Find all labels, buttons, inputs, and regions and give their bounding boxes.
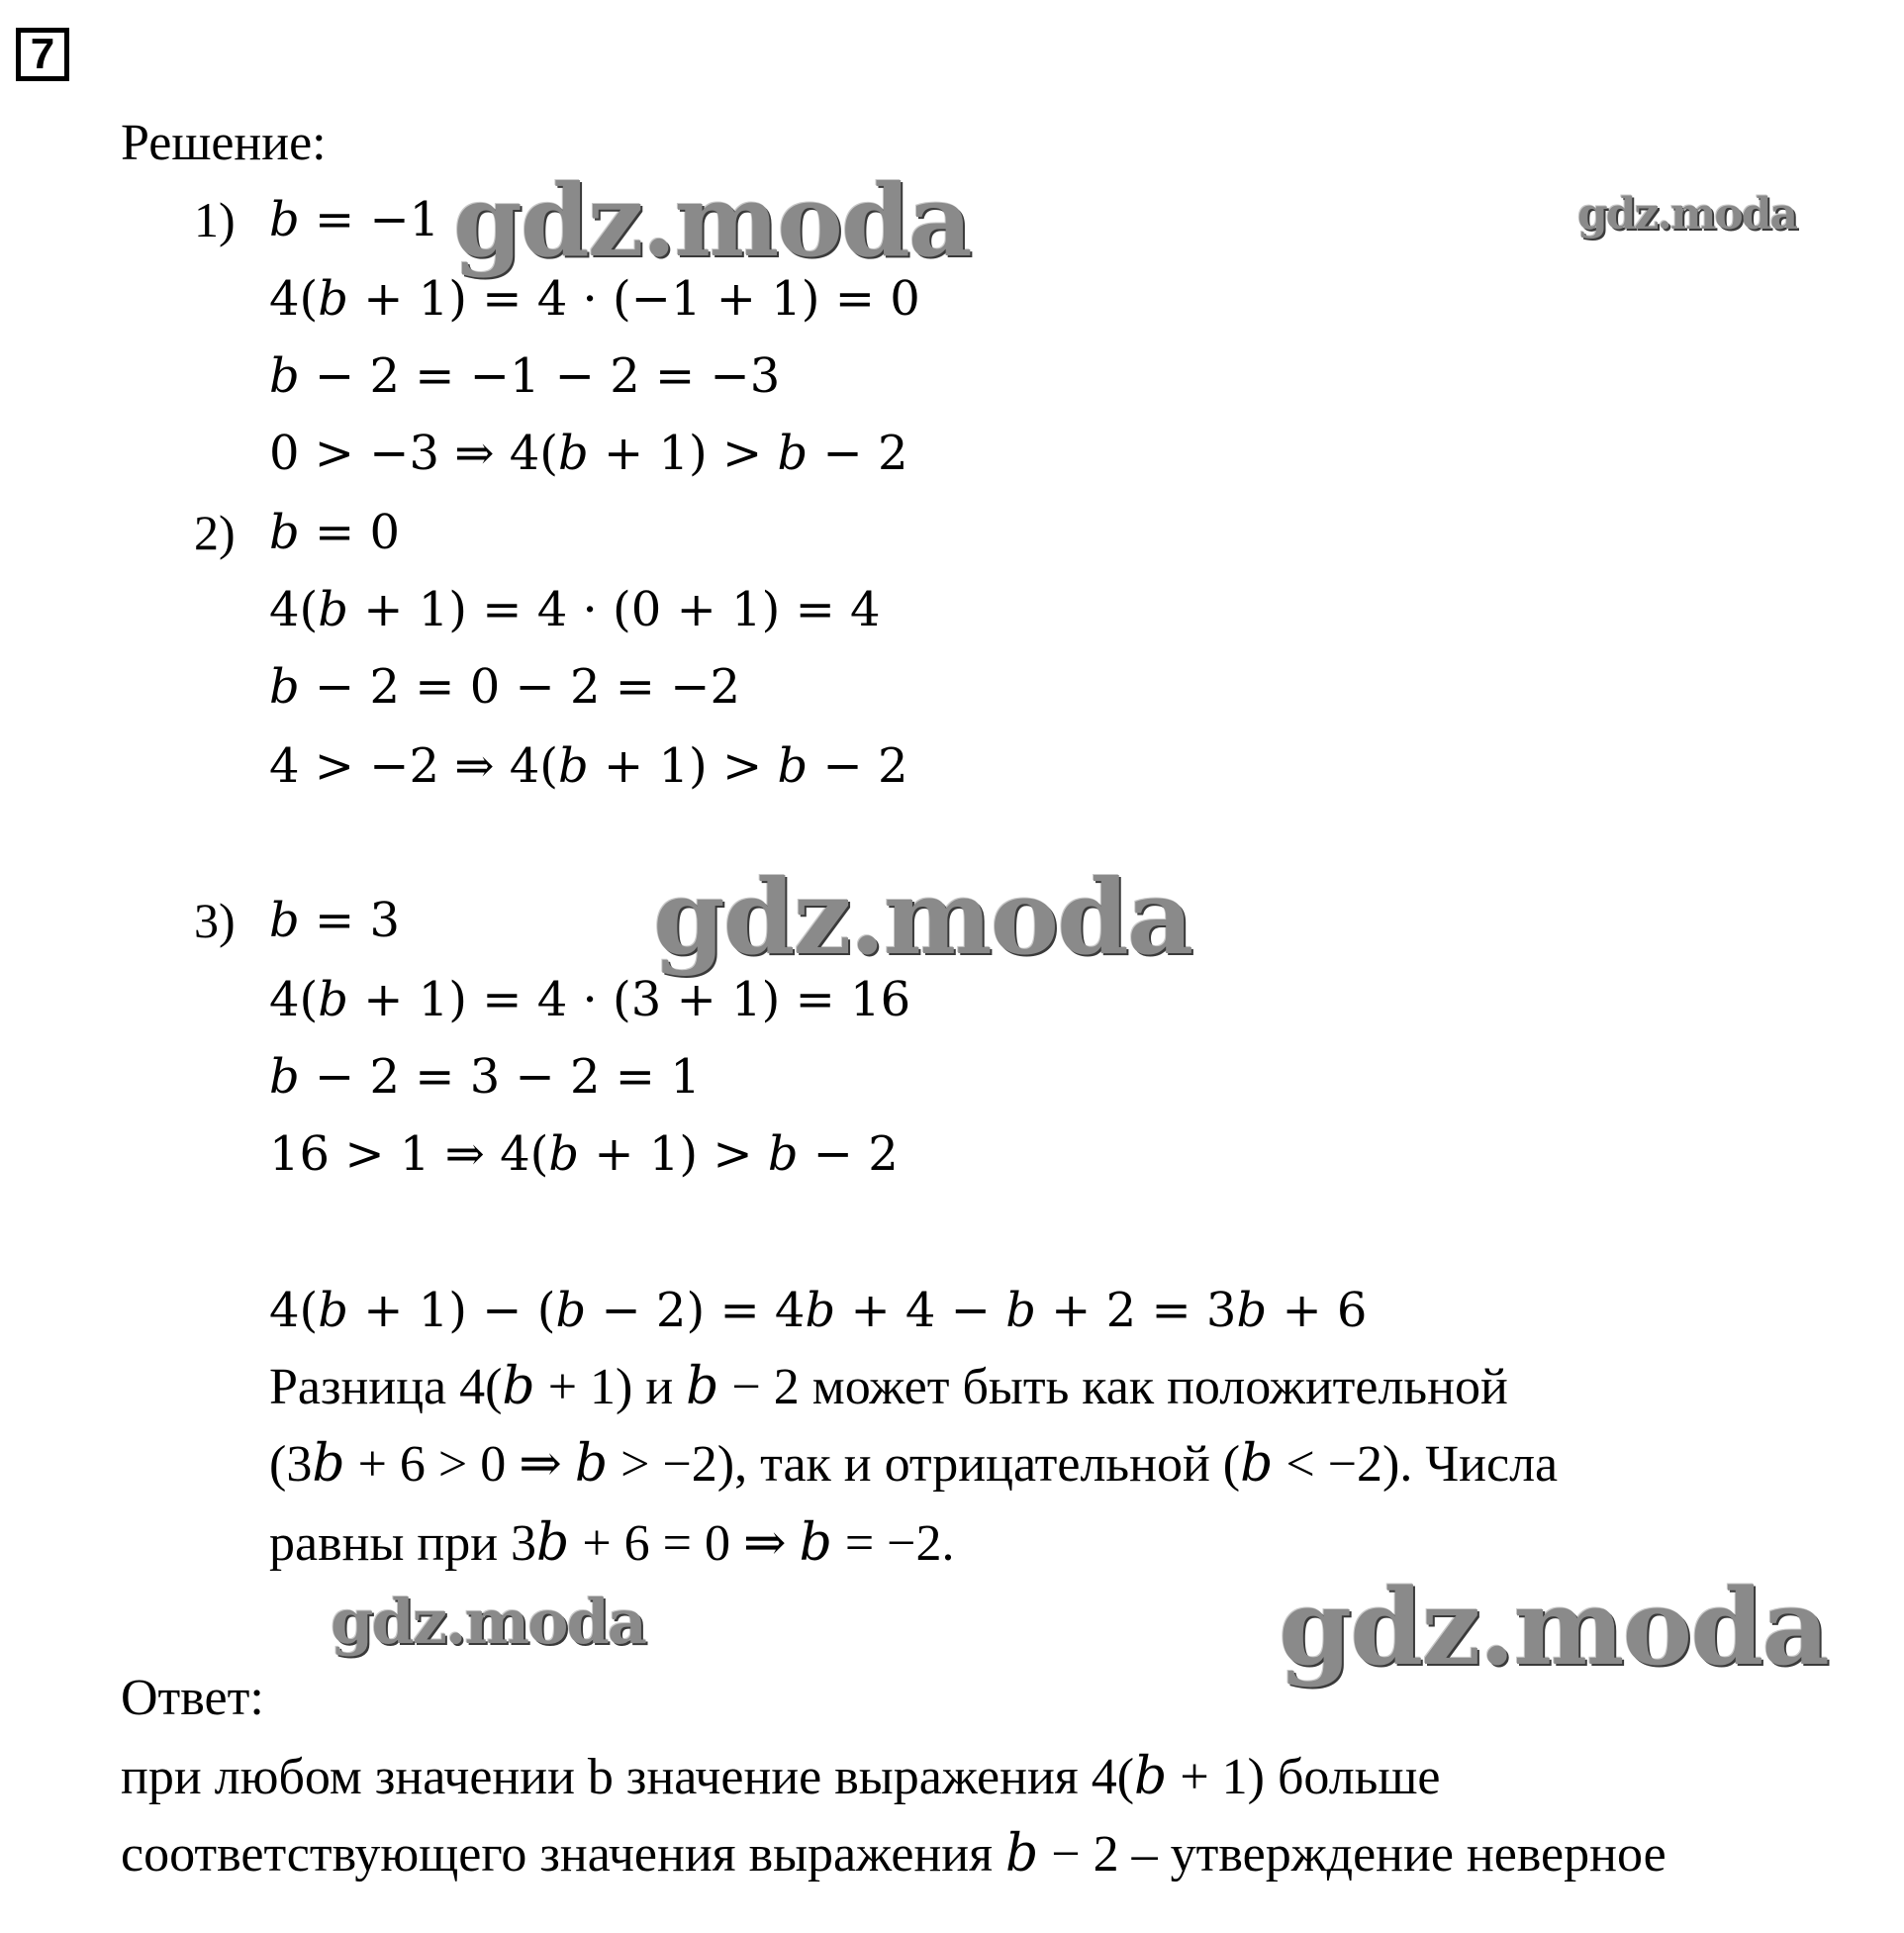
watermark-1: gdz.moda bbox=[453, 162, 971, 279]
item-3-line-1: 𝑏 = 3 bbox=[269, 893, 400, 948]
explanation-line-1: Разница 4(𝑏 + 1) и 𝑏 − 2 может быть как положительной bbox=[269, 1359, 1508, 1415]
item-3-line-2: 4(𝑏 + 1) = 4 · (3 + 1) = 16 bbox=[269, 972, 911, 1027]
item-1-line-2: 4(𝑏 + 1) = 4 · (−1 + 1) = 0 bbox=[269, 271, 920, 327]
watermark-3: gdz.moda bbox=[653, 856, 1192, 978]
explanation-line-2: (3𝑏 + 6 > 0 ⇒ 𝑏 > −2), так и отрицательной (𝑏 < −2). Числа bbox=[269, 1436, 1559, 1493]
solution-label: Решение: bbox=[121, 115, 327, 171]
item-2-line-1: 𝑏 = 0 bbox=[269, 505, 400, 560]
explanation-line-3: равны при 3𝑏 + 6 = 0 ⇒ 𝑏 = −2. bbox=[269, 1515, 955, 1572]
answer-label: Ответ: bbox=[121, 1670, 264, 1726]
item-1-line-1: 𝑏 = −1 bbox=[269, 192, 440, 247]
item-3-number: 3) bbox=[194, 893, 236, 948]
answer-line-2: соответствующего значения выражения 𝑏 − 2 – утверждение неверное bbox=[121, 1826, 1666, 1883]
item-2-number: 2) bbox=[194, 505, 236, 560]
item-3-line-4: 16 > 1 ⇒ 4(𝑏 + 1) > 𝑏 − 2 bbox=[269, 1126, 899, 1182]
item-1-line-4: 0 > −3 ⇒ 4(𝑏 + 1) > 𝑏 − 2 bbox=[269, 426, 908, 481]
watermark-5: gdz.moda bbox=[1279, 1565, 1828, 1689]
item-1-number: 1) bbox=[194, 192, 236, 247]
task-number-box: 7 bbox=[16, 28, 69, 81]
item-2-line-3: 𝑏 − 2 = 0 − 2 = −2 bbox=[269, 659, 741, 715]
item-2-line-4: 4 > −2 ⇒ 4(𝑏 + 1) > 𝑏 − 2 bbox=[269, 738, 908, 794]
answer-line-1: при любом значении b значение выражения 4(𝑏 + 1) больше bbox=[121, 1749, 1441, 1805]
item-2-line-2: 4(𝑏 + 1) = 4 · (0 + 1) = 4 bbox=[269, 582, 881, 637]
watermark-2: gdz.moda bbox=[1577, 189, 1797, 240]
watermark-4: gdz.moda bbox=[331, 1586, 645, 1658]
difference-line: 4(𝑏 + 1) − (𝑏 − 2) = 4𝑏 + 4 − 𝑏 + 2 = 3𝑏 + 6 bbox=[269, 1283, 1368, 1338]
item-3-line-3: 𝑏 − 2 = 3 − 2 = 1 bbox=[269, 1049, 701, 1105]
item-1-line-3: 𝑏 − 2 = −1 − 2 = −3 bbox=[269, 348, 781, 404]
